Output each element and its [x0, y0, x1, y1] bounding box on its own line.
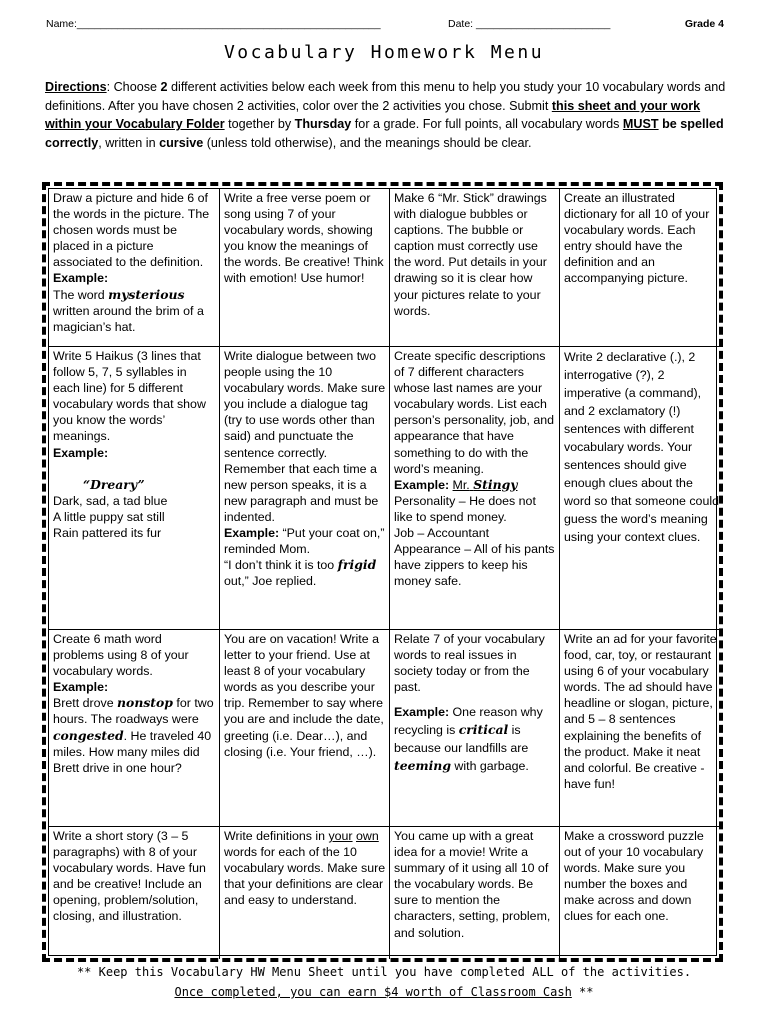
- example-word: critical: [458, 722, 509, 738]
- directions-text: for a grade. For full points, all vocabulary words: [351, 117, 623, 132]
- footer-line-2-tail: **: [571, 985, 594, 999]
- activity-text: You are on vacation! Write a letter to your friend. Use at least 8 of your vocabulary words as you describe your trip. Remember to say where you are and include the date, greeting (i.e. Dear…), and closing (i.e. Your friend, …).: [224, 632, 384, 759]
- activity-text: Write an ad for your favorite food, car, toy, or restaurant using 6 of your vocabulary words. The ad should have headline or slogan, picture, and 5 – 8 sentences explaining the benefits of the product. Make it neat and colorful. Be creative - have fun!: [564, 632, 717, 791]
- activity-dialogue[interactable]: [220, 347, 390, 630]
- activity-movie-summary[interactable]: [390, 827, 560, 959]
- activity-text: Job – Accountant: [394, 526, 490, 541]
- activity-text: Create an illustrated dictionary for all 10 of your vocabulary words. Each entry should have the definition and an accompanying picture.: [564, 191, 710, 286]
- activity-text: Personality – He does not like to spend money.: [394, 493, 536, 524]
- activity-short-story[interactable]: [49, 827, 220, 959]
- activity-crossword[interactable]: [560, 827, 723, 959]
- activity-own-definitions[interactable]: [220, 827, 390, 959]
- activity-text: “I don’t think it is too: [224, 558, 338, 573]
- footer-note: [0, 962, 768, 1002]
- directions-text: (unless told otherwise), and the meanings should be clear.: [203, 135, 532, 150]
- example-word: frigid: [337, 557, 377, 573]
- activity-text: Create specific descriptions of 7 different characters whose last names are your vocabulary words. List each person’s personality, job, and appearance that have something to do with the word’s meaning.: [394, 349, 555, 476]
- activity-free-verse-poem[interactable]: [220, 189, 390, 347]
- directions-text: : Choose: [106, 80, 161, 94]
- example-label: Example:: [394, 477, 450, 492]
- example-word: “Dreary”: [83, 476, 145, 492]
- activity-character-descriptions[interactable]: [390, 347, 560, 630]
- directions-spelled: be spelled correctly: [45, 117, 724, 150]
- activity-text: One reason why recycling is: [394, 705, 543, 738]
- footer-line-2: Once completed, you can earn $4 worth of Classroom Cash: [174, 985, 572, 999]
- activity-text: Write 2 declarative (.), 2 interrogative (?), 2 imperative (a command), and 2 exclamatory (!) sentences with different vocabulary words. Your sentences should give enough clues about the word so that someone could guess the word’s meaning using your context clues.: [564, 350, 719, 544]
- activity-text: words for each of the 10 vocabulary words. Make sure that your definitions are clear and easy to understand.: [224, 845, 386, 908]
- example-label: Example:: [53, 680, 109, 695]
- example-label: Example:: [224, 526, 280, 541]
- activity-text: out,” Joe replied.: [224, 574, 317, 589]
- example-word: congested: [53, 727, 124, 743]
- activity-text: Write definitions in: [224, 829, 329, 843]
- example-label: Example:: [53, 445, 109, 460]
- activity-hidden-picture[interactable]: [49, 189, 220, 347]
- activity-illustrated-dictionary[interactable]: [560, 189, 723, 347]
- date-field-label: Date: _______________________: [448, 18, 611, 30]
- example-label: Example:: [394, 705, 450, 720]
- activity-haikus[interactable]: [49, 347, 220, 630]
- directions-must: MUST: [622, 117, 659, 132]
- activity-text: with garbage.: [450, 759, 529, 774]
- directions-text: , written in: [98, 135, 160, 150]
- activity-text: Make a crossword puzzle out of your 10 vocabulary words. Make sure you number the boxes and make across and down clues for each one.: [564, 829, 704, 924]
- activity-text: Make 6 “Mr. Stick” drawings with dialogue bubbles or captions. The bubble or caption must correctly use the word. Put details in your drawing so it is clear how your pictures relate to your words.: [394, 191, 547, 318]
- example-label: Example:: [53, 271, 109, 286]
- activity-text: Write a short story (3 – 5 paragraphs) with 8 of your vocabulary words. Have fun and be creative! Include an opening, problem/solution, closing, and illustration.: [53, 829, 206, 924]
- activity-text: Write 5 Haikus (3 lines that follow 5, 7, 5 syllables in each line) for 5 different vocabulary words that show you know the words’ meanings.: [53, 349, 206, 444]
- activity-text: is because our landfills are: [394, 723, 529, 756]
- activity-text: for two hours. The roadways were: [53, 696, 214, 727]
- grade-label: Grade 4: [684, 18, 724, 30]
- directions-text: together by: [224, 117, 295, 132]
- example-word: teeming: [394, 758, 451, 774]
- underlined-word: your: [328, 829, 353, 843]
- activity-text: Draw a picture and hide 6 of the words in the picture. The chosen words must be placed in a picture associated to the definition.: [53, 191, 210, 270]
- directions-count: 2: [160, 80, 168, 94]
- directions-due-day: Thursday: [294, 117, 352, 132]
- name-field-label: Name:____________________________________________________: [46, 18, 381, 30]
- footer-line-1: ** Keep this Vocabulary HW Menu Sheet until you have completed ALL of the activities.: [76, 965, 692, 979]
- activity-text: Write a free verse poem or song using 7 of your vocabulary words, showing you know the meanings of the words. Be creative! Think with emotion! Use humor!: [224, 191, 384, 286]
- page-header: [46, 18, 724, 34]
- page-title: Vocabulary Homework Menu: [223, 42, 545, 63]
- activity-text: written around the brim of a magician’s hat.: [53, 303, 204, 334]
- example-word: Stingy: [473, 476, 518, 492]
- activity-vacation-letter[interactable]: [220, 630, 390, 827]
- haiku-line: Rain pattered its fur: [53, 526, 162, 541]
- activity-text: “Put your coat on,” reminded Mom.: [224, 526, 385, 557]
- activity-advertisement[interactable]: [560, 630, 723, 827]
- activity-text: Relate 7 of your vocabulary words to real issues in society today or from the past.: [394, 632, 545, 695]
- activity-text: Create 6 math word problems using 8 of your vocabulary words.: [53, 632, 189, 679]
- directions-paragraph: [45, 78, 731, 152]
- activity-text: The word: [53, 287, 109, 302]
- activity-text: . He traveled 40 miles. How many miles did Brett drive in one hour?: [53, 728, 212, 775]
- directions-submit: this sheet and your work within your Vocabulary Folder: [45, 98, 701, 132]
- activity-text: Write dialogue between two people using the 10 vocabulary words. Make sure you include a dialogue tag (try to use words other than said) and punctuate the sentence correctly. Remember that each time a new person speaks, it is a new paragraph and must be indented.: [224, 349, 386, 524]
- activity-text: Brett drove: [53, 696, 118, 711]
- directions-label: Directions: [45, 80, 107, 94]
- example-word: nonstop: [117, 695, 173, 711]
- underlined-word: own: [356, 829, 379, 843]
- haiku-line: Dark, sad, a tad blue: [53, 493, 168, 508]
- activity-text: You came up with a great idea for a movie! Write a summary of it using all 10 of the vocabulary words. Be sure to mention the characters, setting, problem, and solution.: [394, 829, 551, 940]
- activity-menu-grid: [42, 182, 723, 962]
- haiku-line: A little puppy sat still: [53, 509, 165, 524]
- example-title: Mr.: [452, 477, 470, 492]
- directions-cursive: cursive: [159, 135, 204, 150]
- activity-mr-stick[interactable]: [390, 189, 560, 347]
- activity-math-word-problems[interactable]: [49, 630, 220, 827]
- activity-text: Appearance – All of his pants have zippers to keep his money safe.: [394, 542, 555, 589]
- activity-real-issues[interactable]: [390, 630, 560, 827]
- example-word: mysterious: [108, 286, 185, 302]
- activity-four-sentence-types[interactable]: [560, 347, 723, 630]
- directions-text: different activities below each week from this menu to help you study your 10 vocabulary words and definitions. After you have chosen 2 activities, color over the 2 activities you chose. Submit: [45, 80, 726, 113]
